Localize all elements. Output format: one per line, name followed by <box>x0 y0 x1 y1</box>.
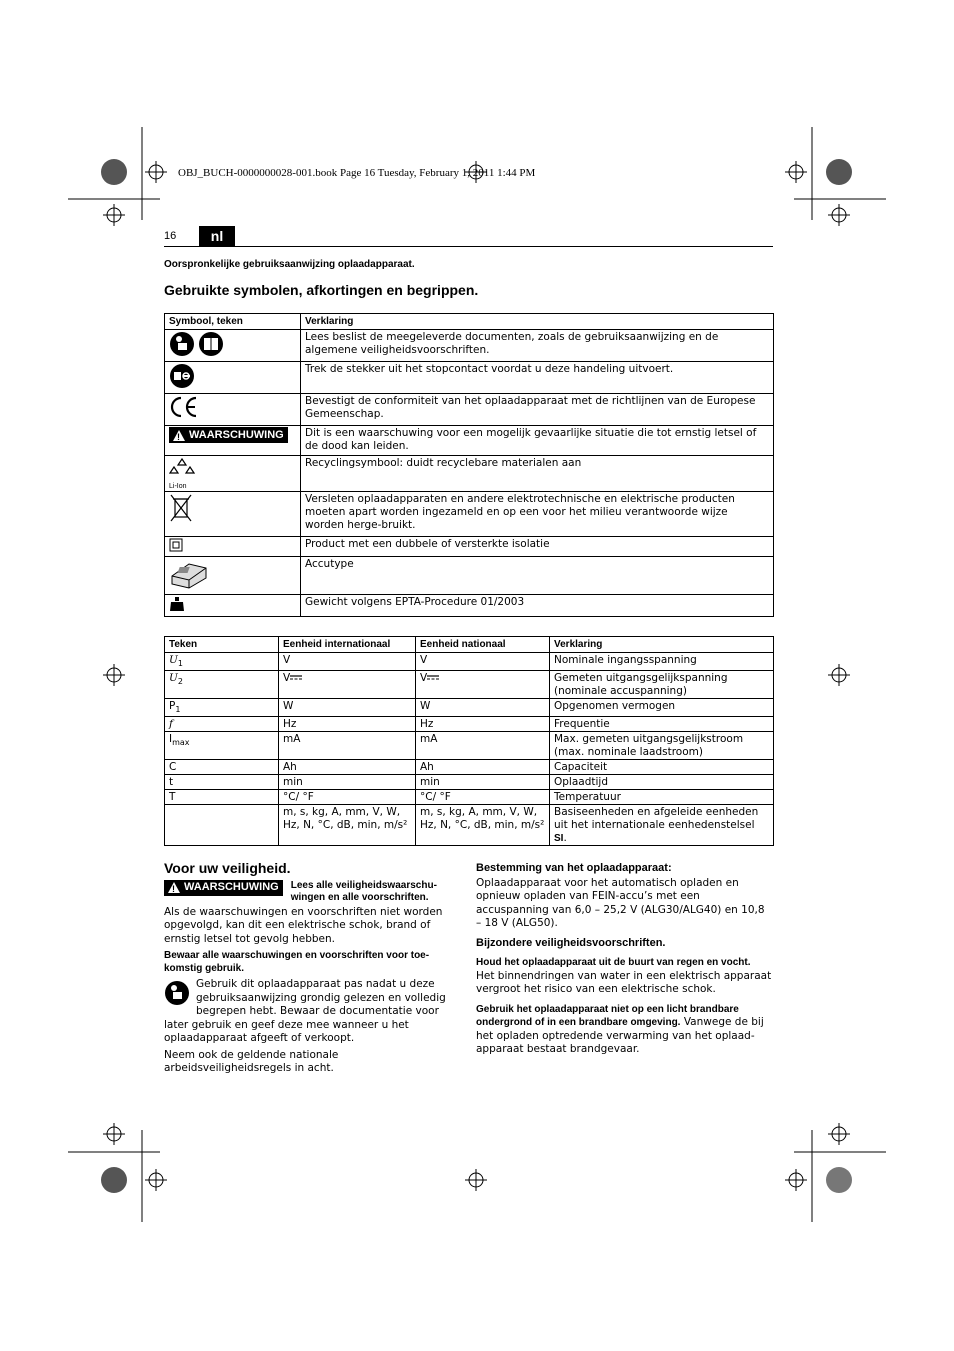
file-info: OBJ_BUCH-0000000028-001.book Page 16 Tuesday, February 1, 2011 1:44 PM <box>178 167 536 179</box>
desc-cell: Temperatuur <box>550 790 774 805</box>
natl-unit-cell: V <box>416 671 550 699</box>
warning-triangle-icon <box>168 882 180 893</box>
table-row <box>165 717 774 732</box>
table-row <box>165 732 774 760</box>
warning-label-icon <box>169 427 288 443</box>
sign-cell: $I_{max}$ <box>165 732 279 760</box>
natl-unit-cell: V <box>416 653 550 671</box>
table-row <box>165 426 774 456</box>
sign-cell: f <box>165 717 279 732</box>
explanation-cell: Trek de stekker uit het stopcontact voordat u deze handeling uitvoert. <box>301 362 774 394</box>
crossed-bin-icon <box>169 493 193 523</box>
warning-text: Lees alle veiligheidswaarschu-wingen en alle voorschriften. <box>290 879 437 903</box>
sign-cell: $U_1$ <box>165 653 279 671</box>
symbol-cell <box>165 537 301 557</box>
explanation-cell: Recyclingsymbool: duidt recyclebare materialen aan <box>301 456 774 492</box>
header-cell: Teken <box>165 637 279 653</box>
intl-unit-cell: V <box>279 671 416 699</box>
symbol-cell <box>165 394 301 426</box>
safety-title: Voor uw veiligheid. <box>164 860 291 876</box>
units-table <box>164 636 774 846</box>
header-cell: Symbool, teken <box>165 314 301 330</box>
warning-triangle-icon <box>173 430 185 441</box>
direct-current-icon <box>427 674 439 681</box>
ce-mark-icon <box>169 395 199 419</box>
natl-unit-cell: min <box>416 775 550 790</box>
right-column <box>476 862 773 1060</box>
explanation-cell: Product met een dubbele of versterkte isolatie <box>301 537 774 557</box>
table-row <box>165 537 774 557</box>
symbol-cell <box>165 492 301 537</box>
page-number: 16 <box>164 230 177 242</box>
paragraph: Als de waarschuwingen en voorschriften niet worden opgevolgd, kan dit een elektrische schok, brand of ernstig letsel tot gevolg hebben. <box>164 905 443 945</box>
intl-unit-cell: mA <box>279 732 416 760</box>
desc-cell: Opgenomen vermogen <box>550 699 774 717</box>
direct-current-icon <box>290 674 302 681</box>
li-ion-label: Li-Ion <box>169 483 187 490</box>
intl-unit-cell: W <box>279 699 416 717</box>
table-row <box>165 790 774 805</box>
sign-cell: $P_1$ <box>165 699 279 717</box>
desc-cell: Max. gemeten uitgangsgelijkstroom (max. nominale laadstroom) <box>550 732 774 760</box>
table-row <box>165 456 774 492</box>
natl-unit-cell: °C/ °F <box>416 790 550 805</box>
paragraph: Gebruik dit oplaadapparaat pas nadat u deze gebruiksaanwijzing grondig gelezen en volledig begrepen hebt. Bewaar de documentatie voor later gebruik en geef deze mee wanneer u het oplaadapparaat afgeeft of verkoopt. <box>164 978 446 1044</box>
read-manual-icon <box>169 331 225 357</box>
purpose-heading: Bestemming van het oplaadapparaat: <box>476 862 672 874</box>
table-row <box>165 805 774 846</box>
left-column <box>164 862 458 1079</box>
symbol-cell <box>165 362 301 394</box>
explanation-cell: Dit is een waarschuwing voor een mogelijk gevaarlijke situatie die tot ernstig letsel of de dood kan leiden. <box>301 426 774 456</box>
natl-unit-cell: Ah <box>416 760 550 775</box>
purpose-text: Oplaadapparaat voor het automatisch opladen en opnieuw opladen van FEIN-accu’s met een accuspanning van 6,0 – 25,2 V (ALG30/ALG40) en 10,8 – 18 V (ALG50). <box>476 876 765 929</box>
battery-pack-icon <box>169 558 209 590</box>
table-row <box>165 394 774 426</box>
symbol-cell <box>165 595 301 617</box>
symbol-cell <box>165 456 301 492</box>
sign-cell <box>165 805 279 846</box>
table-row <box>165 557 774 595</box>
table-row <box>165 362 774 394</box>
intl-unit-cell: Ah <box>279 760 416 775</box>
desc-cell: Gemeten uitgangsgelijkspanning (nominale accuspanning) <box>550 671 774 699</box>
table-header-row <box>165 314 774 330</box>
special-heading: Bijzondere veiligheidsvoorschriften. <box>476 936 666 949</box>
desc-cell: Oplaadtijd <box>550 775 774 790</box>
warning-label-text: WAARSCHUWING <box>189 428 284 441</box>
desc-cell: Nominale ingangsspanning <box>550 653 774 671</box>
section-title: Gebruikte symbolen, afkortingen en begrippen. <box>164 282 479 298</box>
sign-cell: T <box>165 790 279 805</box>
table-row <box>165 699 774 717</box>
warning-label-icon: ! WAARSCHUWING <box>164 880 283 896</box>
sign-cell: C <box>165 760 279 775</box>
table-row <box>165 760 774 775</box>
paragraph: Neem ook de geldende nationale arbeidsveiligheidsregels in acht. <box>164 1048 339 1074</box>
desc-cell: Capaciteit <box>550 760 774 775</box>
intl-unit-cell: °C/ °F <box>279 790 416 805</box>
explanation-cell: Lees beslist de meegeleverde documenten, zoals de gebruiksaanwijzing en de algemene veiligheidsvoorschriften. <box>301 330 774 362</box>
recycling-li-ion-icon <box>169 457 195 479</box>
table-row <box>165 330 774 362</box>
explanation-cell: Gewicht volgens EPTA-Procedure 01/2003 <box>301 595 774 617</box>
table-header-row <box>165 637 774 653</box>
table-row <box>165 492 774 537</box>
header-cell: Eenheid internationaal <box>279 637 416 653</box>
explanation-cell: Accutype <box>301 557 774 595</box>
rain-warning: Houd het oplaadapparaat uit de buurt van regen en vocht. Het binnendringen van water in een elektrisch apparaat vergroot het risico van een elektrische schok. <box>476 957 772 995</box>
weight-icon <box>169 596 185 612</box>
intl-unit-cell: V <box>279 653 416 671</box>
header-cell: Verklaring <box>550 637 774 653</box>
double-insulation-icon <box>169 538 183 552</box>
natl-unit-cell: W <box>416 699 550 717</box>
sign-cell: $U_2$ <box>165 671 279 699</box>
table-row <box>165 595 774 617</box>
intl-unit-cell: min <box>279 775 416 790</box>
warning-block <box>164 880 458 904</box>
symbols-table <box>164 313 774 617</box>
header-cell: Eenheid nationaal <box>416 637 550 653</box>
intl-unit-cell: m, s, kg, A, mm, V, W, Hz, N, °C, dB, min, m/s² <box>279 805 416 846</box>
table-row <box>165 671 774 699</box>
natl-unit-cell: Hz <box>416 717 550 732</box>
natl-unit-cell: m, s, kg, A, mm, V, W, Hz, N, °C, dB, min, m/s² <box>416 805 550 846</box>
natl-unit-cell: mA <box>416 732 550 760</box>
fire-warning: Gebruik het oplaadapparaat niet op een licht brandbare ondergrond of in een brandbare omgeving. Vanwege de bij het opladen optredende verwarming van het oplaad-apparaat bestaat brandgevaar. <box>476 1003 764 1055</box>
header-rule <box>164 246 773 247</box>
desc-cell: Basiseenheden en afgeleide eenheden uit het internationale eenhedenstelsel SI. <box>550 805 774 846</box>
explanation-cell: Bevestigt de conformiteit van het oplaadapparaat met de richtlijnen van de Europese Gemeenschap. <box>301 394 774 426</box>
unplug-icon <box>169 363 195 389</box>
symbol-cell <box>165 426 301 456</box>
document-subtitle: Oorspronkelijke gebruiksaanwijzing oplaadapparaat. <box>164 259 415 270</box>
symbol-cell <box>165 557 301 595</box>
sign-cell: t <box>165 775 279 790</box>
intl-unit-cell: Hz <box>279 717 416 732</box>
explanation-cell: Versleten oplaadapparaten en andere elektrotechnische en elektrische producten moeten apart worden ingezameld en op een voor het milieu verantwoorde wijze worden herge-bruikt. <box>301 492 774 537</box>
language-badge: nl <box>199 226 235 246</box>
table-row <box>165 775 774 790</box>
header-cell: Verklaring <box>301 314 774 330</box>
symbol-cell <box>165 330 301 362</box>
desc-cell: Frequentie <box>550 717 774 732</box>
paragraph-bold: Bewaar alle waarschuwingen en voorschriften voor toe-komstig gebruik. <box>164 950 430 974</box>
read-manual-icon <box>164 980 190 1006</box>
table-row <box>165 653 774 671</box>
